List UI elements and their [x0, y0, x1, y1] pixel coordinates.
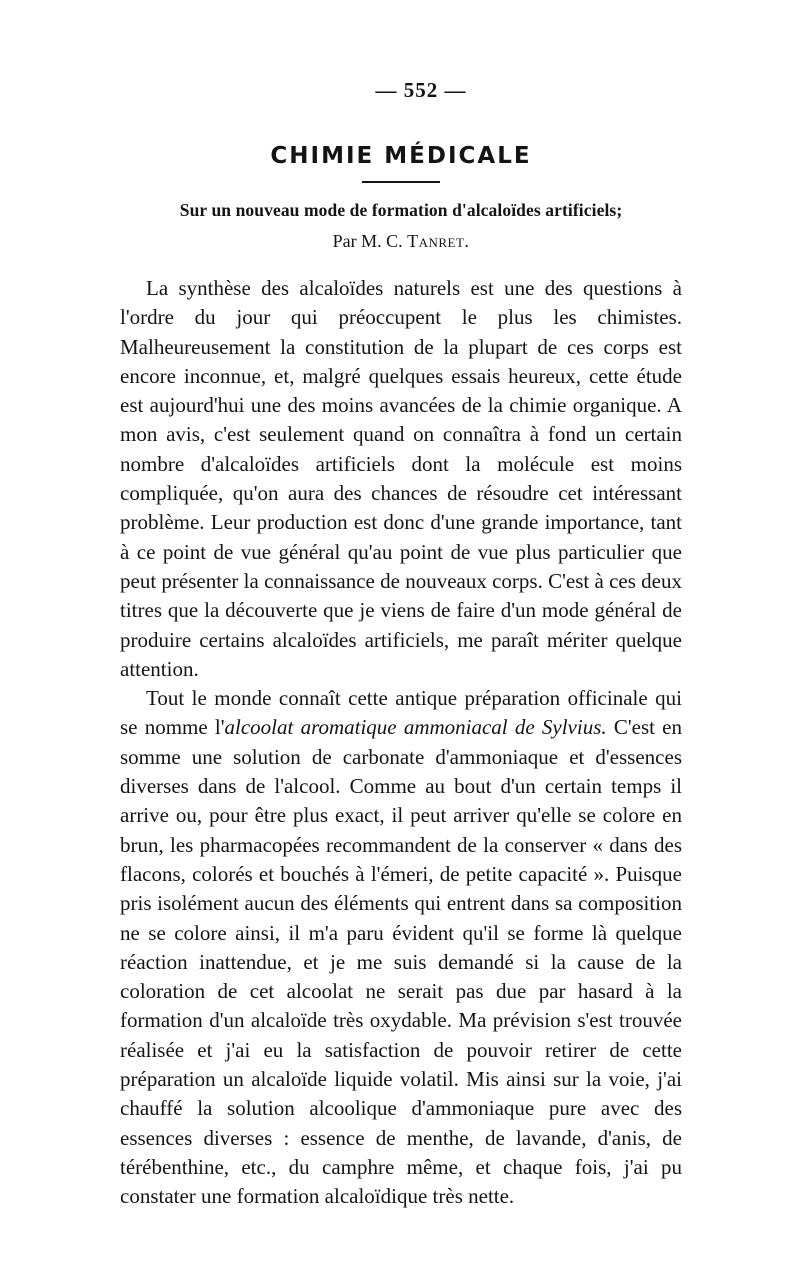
byline [120, 231, 682, 252]
paragraph-2-text-after: C'est en somme une solution de carbonate d'ammoniaque et d'essences diverses dans de l'alcool. Comme au bout d'un certain temps il arrive ou, pour être plus exact, il peut arriver qu'elle se colore en brun, les pharmacopées recommandent de la conserver « dans des flacons, colorés et bouchés à l'émeri, de petite capacité ». Puisque pris isolément aucun des éléments qui entrent dans sa composition ne se colore ainsi, il m'a paru évident qu'il se forme là quelque réaction inattendue, et je me suis demandé si la cause de la coloration de cet alcoolat ne serait pas due par hasard à la formation d'un alcaloïde très oxydable. Ma prévision s'est trouvée réalisée et j'ai eu la satisfaction de pouvoir retirer de cette préparation un alcaloïde liquide volatil. Mis ainsi sur la voie, j'ai chauffé la solution alcoolique d'ammoniaque pure avec des essences diverses : essence de menthe, de lavande, d'anis, de térébenthine, etc., du camphre même, et chaque fois, j'ai pu constater une formation alcaloïdique très nette. [120, 715, 682, 1209]
byline-author: Tanret. [407, 231, 470, 251]
section-title: CHIMIE MÉDICALE [270, 143, 532, 169]
title-rule [362, 181, 440, 183]
paragraph-1 [120, 274, 682, 684]
paragraph-1-text: La synthèse des alcaloïdes naturels est une des questions à l'ordre du jour qui préoccupent le plus les chimistes. Malheureusement la constitution de la plupart de ces corps est encore inconnue, et, malgré quelques essais heureux, cette étude est aujourd'hui une des moins avancées de la chimie organique. A mon avis, c'est seulement quand on connaîtra à fond un certain nombre d'alcaloïdes artificiels dont la molécule est moins compliquée, qu'on aura des chances de résoudre cet intéressant problème. Leur production est donc d'une grande importance, tant à ce point de vue général qu'au point de vue plus particulier que peut présenter la connaissance de nouveaux corps. C'est à ces deux titres que la découverte que je viens de faire d'un mode général de produire certains alcaloïdes artificiels, me paraît mériter quelque attention. [120, 276, 682, 681]
document-page [120, 78, 682, 1212]
paragraph-2-italic-phrase: alcoolat aromatique ammoniacal de Sylvius. [224, 715, 607, 740]
page-number: — 552 — [375, 78, 467, 102]
paragraph-2-text-before: Tout le monde connaît cette antique préparation officinale qui se nomme l' [120, 686, 682, 740]
article-title: Sur un nouveau mode de formation d'alcaloïdes artificiels; [179, 200, 623, 220]
byline-prefix: Par M. C. [332, 231, 408, 251]
paragraph-2 [120, 684, 682, 1211]
